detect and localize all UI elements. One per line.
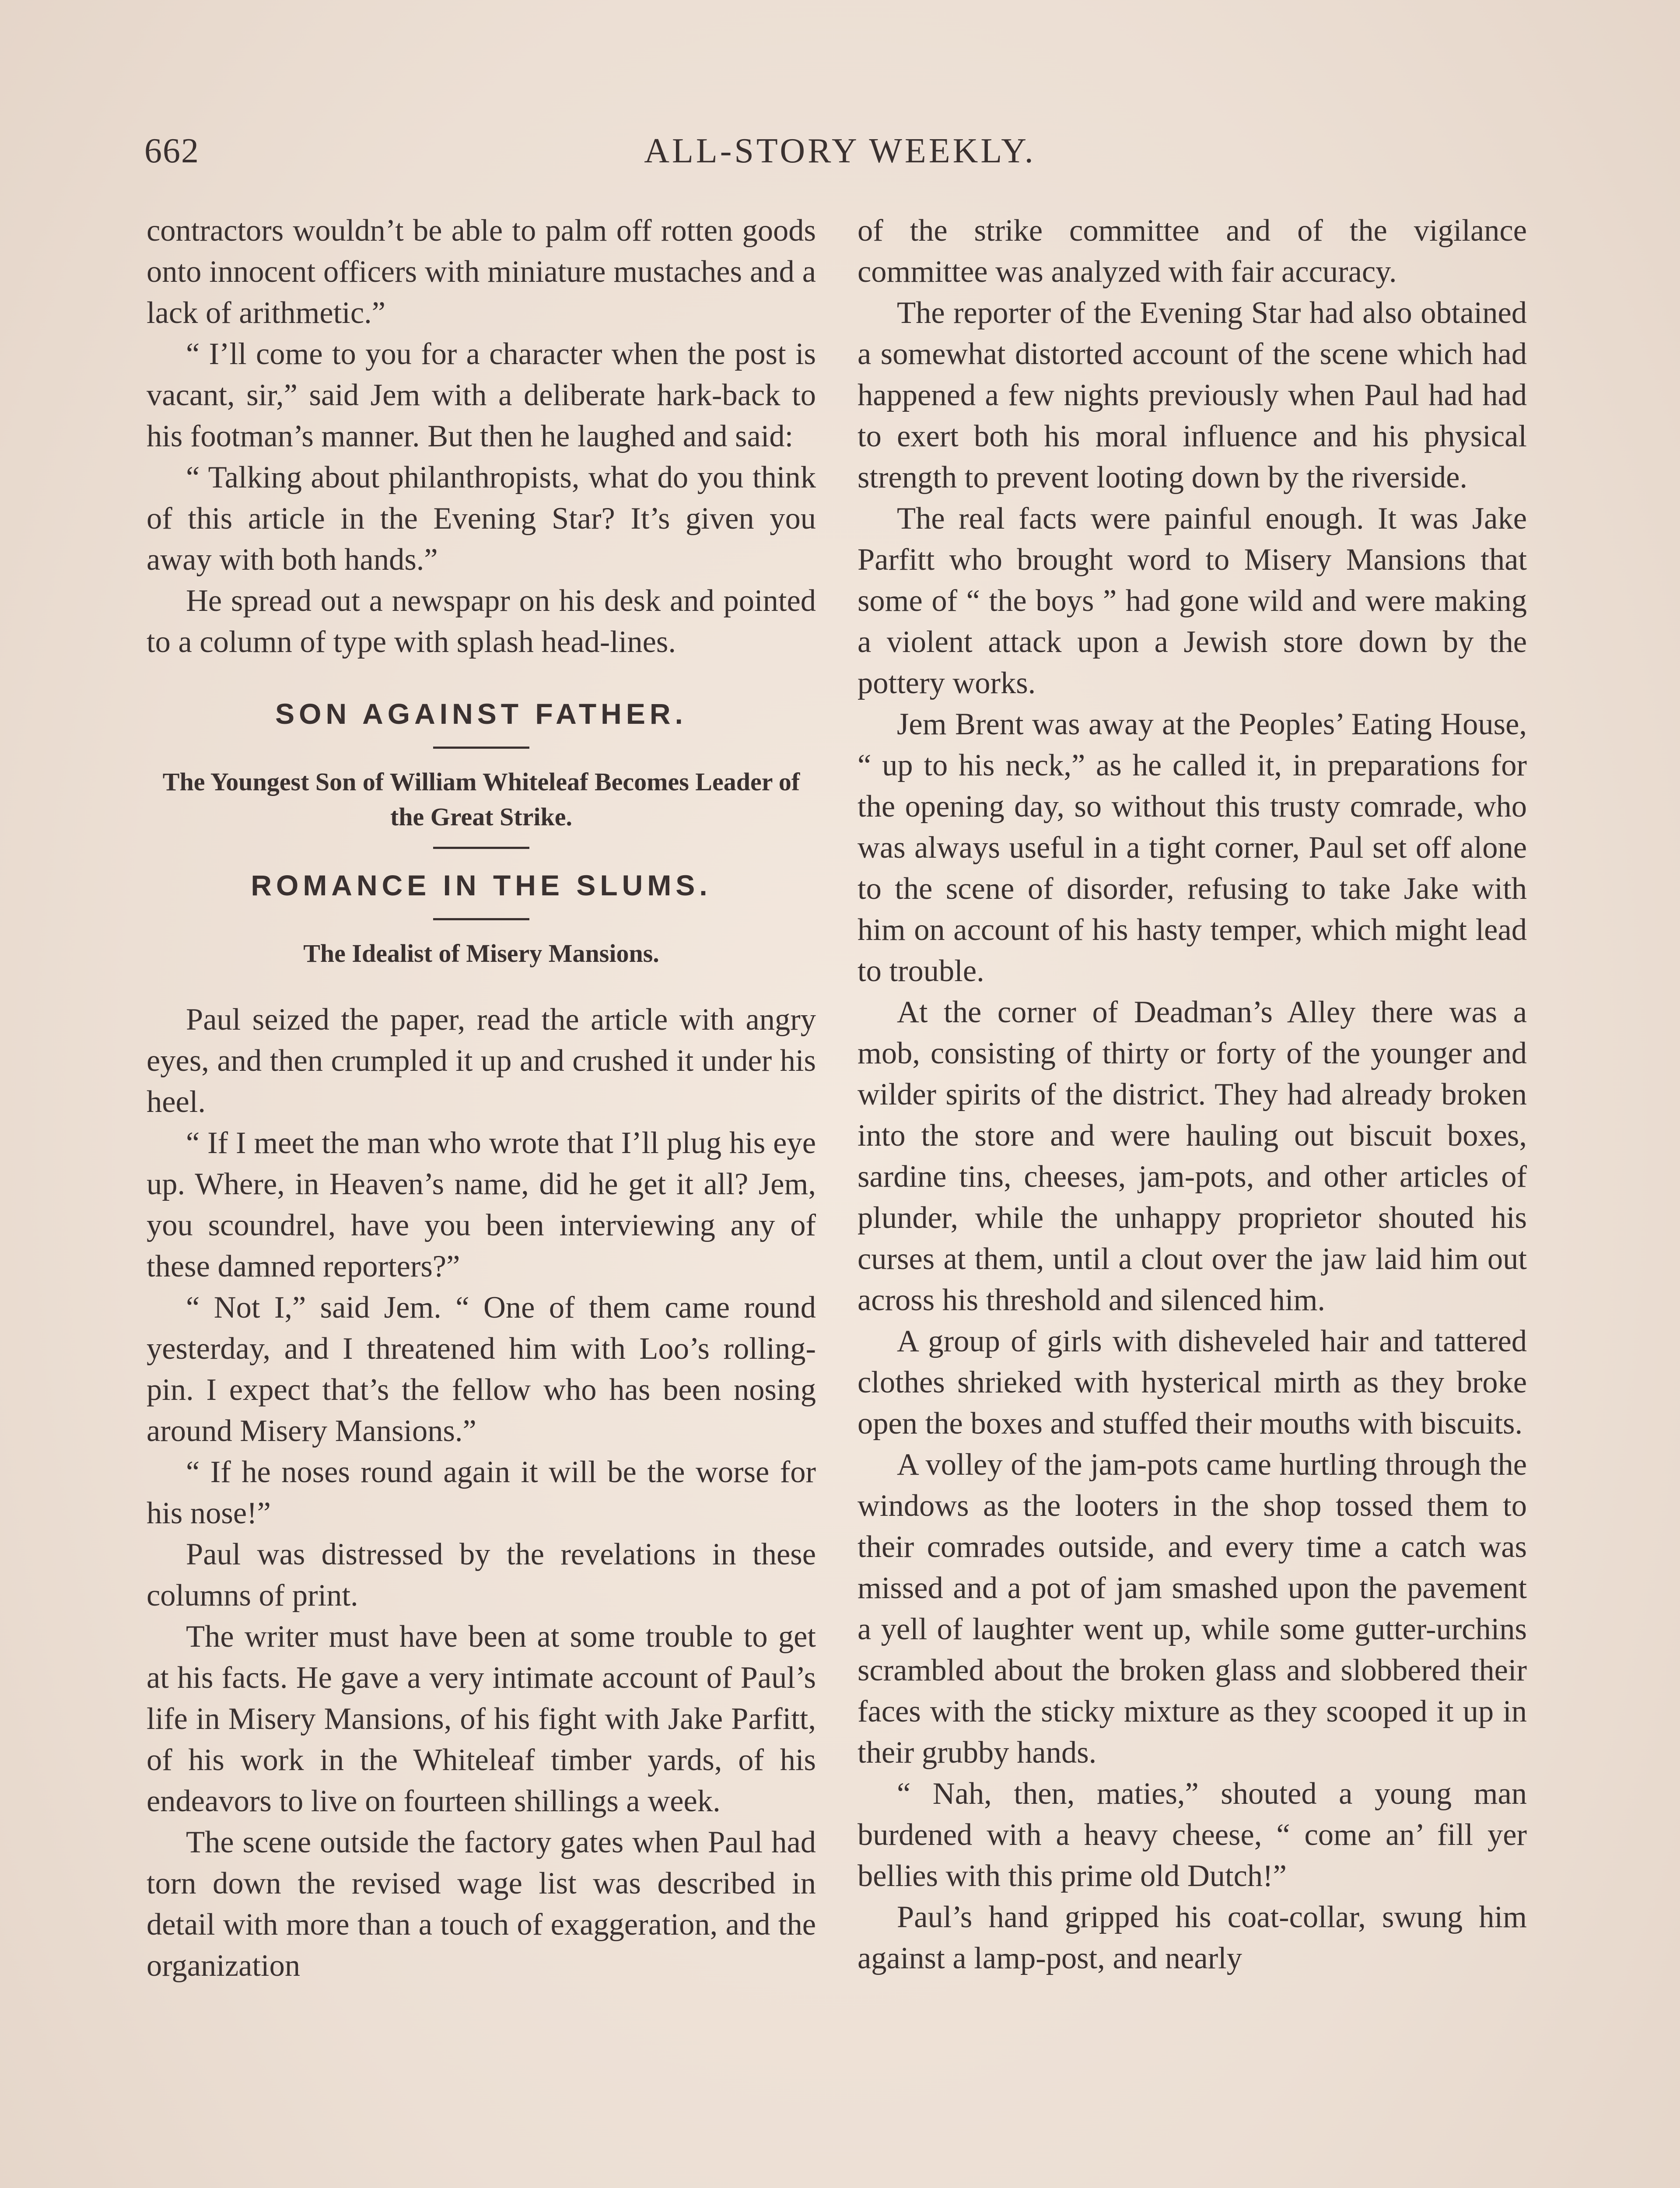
subheadline: The Idealist of Misery Mansions. [303,939,659,968]
headline: SON AGAINST FATHER. [275,698,687,730]
paragraph: The reporter of the Evening Star had also obtained a somewhat distorted account of the scene which had happened a few nights previously when Paul had had to exert both his moral influence and his physical strength to prevent looting down by the riverside. [858,296,1527,494]
paragraph: “ Nah, then, maties,” shouted a young man burdened with a heavy cheese, “ come an’ fill yer bellies with this prime old Dutch!” [858,1777,1527,1893]
journal-title: ALL-STORY WEEKLY. [644,132,1036,170]
newspaper-headlines [147,693,816,971]
subheadline: The Youngest Son of William Whiteleaf Becomes Leader of the Great Strike. [162,768,800,831]
paragraph: Paul was distressed by the revelations in these columns of print. [147,1537,816,1613]
paragraph: contractors wouldn’t be able to palm off rotten goods onto innocent officers with miniature mustaches and a lack of arithmetic.” [147,214,816,330]
paragraph: Jem Brent was away at the Peoples’ Eating House, “ up to his neck,” as he called it, in preparations for the opening day, so without this trusty comrade, who was always useful in a tight corner, Paul set off alone to the scene of disorder, refusing to take Jake with him on account of his hasty temper, which might lead to trouble. [858,707,1527,988]
paragraph: “ If I meet the man who wrote that I’ll plug his eye up. Where, in Heaven’s name, did he get it all? Jem, you scoundrel, have you been interviewing any of these damned reporters?” [147,1126,816,1283]
divider-rule [433,847,529,849]
divider-rule [433,918,529,920]
right-column [858,210,1527,1979]
paragraph: Paul seized the paper, read the article with angry eyes, and then crumpled it up and crushed it under his heel. [147,1003,816,1119]
paragraph: “ Talking about philanthropists, what do you think of this article in the Evening Star? It’s given you away with both hands.” [147,460,816,577]
paragraph: The scene outside the factory gates when Paul had torn down the revised wage list was described in detail with more than a touch of exaggeration, and the organization [147,1825,816,1983]
paragraph: The writer must have been at some trouble to get at his facts. He gave a very intimate account of Paul’s life in Misery Mansions, of his fight with Jake Parfitt, of his work in the Whiteleaf timber yards, of his endeavors to live on fourteen shillings a week. [147,1620,816,1818]
paragraph: “ If he noses round again it will be the worse for his nose!” [147,1455,816,1530]
paragraph: “ I’ll come to you for a character when the post is vacant, sir,” said Jem with a deliberate hark-back to his footman’s manner. But then he laughed and said: [147,337,816,453]
running-head [144,131,1536,179]
paragraph: A group of girls with disheveled hair and tattered clothes shrieked with hysterical mirth as they broke open the boxes and stuffed their mouths with biscuits. [858,1324,1527,1441]
left-column [147,210,816,1986]
paragraph: of the strike committee and of the vigilance committee was analyzed with fair accuracy. [858,214,1527,289]
paragraph: “ Not I,” said Jem. “ One of them came round yesterday, and I threatened him with Loo’s rolling-pin. I expect that’s the fellow who has been nosing around Misery Mansions.” [147,1290,816,1448]
paragraph: He spread out a newspapr on his desk and pointed to a column of type with splash head-lines. [147,584,816,659]
paragraph: At the corner of Deadman’s Alley there was a mob, consisting of thirty or forty of the younger and wilder spirits of the district. They had already broken into the store and were hauling out biscuit boxes, sardine tins, cheeses, jam-pots, and other articles of plunder, while the unhappy proprietor shouted his curses at them, until a clout over the jaw laid him out across his threshold and silenced him. [858,995,1527,1317]
headline: ROMANCE IN THE SLUMS. [251,869,712,901]
paragraph: The real facts were painful enough. It was Jake Parfitt who brought word to Misery Mansions that some of “ the boys ” had gone wild and were making a violent attack upon a Jewish store down by the pottery works. [858,501,1527,700]
paragraph: Paul’s hand gripped his coat-collar, swung him against a lamp-post, and nearly [858,1900,1527,1975]
page-number: 662 [144,132,200,170]
paragraph: A volley of the jam-pots came hurtling through the windows as the looters in the shop tossed them to their comrades outside, and every time a catch was missed and a pot of jam smashed upon the pavement a yell of laughter went up, while some gutter-urchins scrambled about the broken glass and slobbered their faces with the sticky mixture as they scooped it up in their grubby hands. [858,1448,1527,1770]
divider-rule [433,747,529,749]
